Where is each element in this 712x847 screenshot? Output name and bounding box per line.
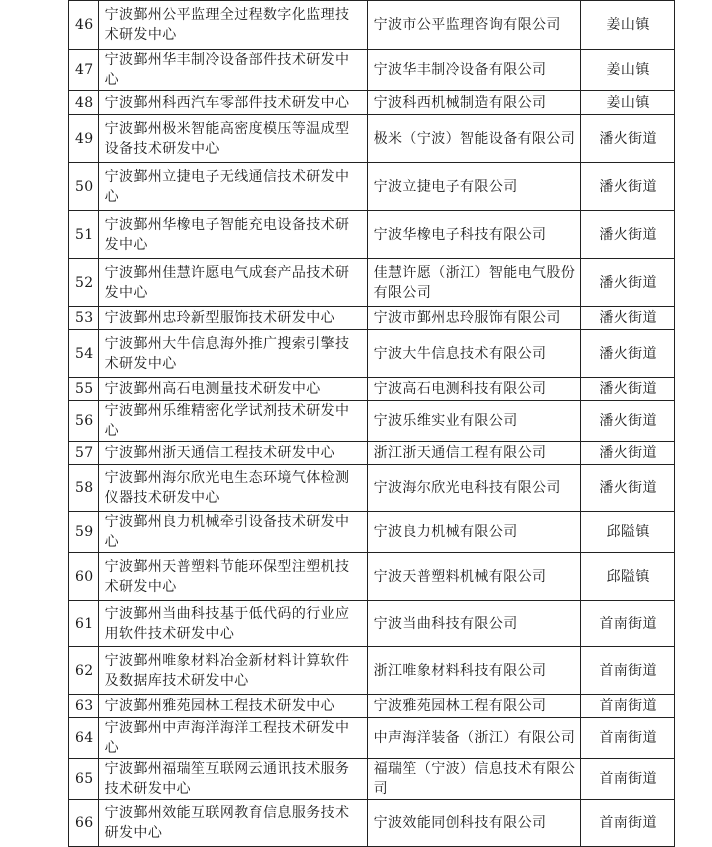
area-name: 潘火街道 [580, 307, 674, 330]
table-row [69, 442, 675, 465]
area-name: 姜山镇 [580, 1, 674, 50]
center-name: 宁波鄞州乐维精密化学试剂技术研发中心 [98, 401, 367, 442]
center-name: 宁波鄞州良力机械牵引设备技术研发中心 [98, 512, 367, 553]
row-number: 59 [69, 512, 99, 553]
company-name: 宁波雅苑园林工程有限公司 [367, 695, 580, 718]
company-name: 福瑞笙（宁波）信息技术有限公司 [367, 759, 580, 800]
area-name: 潘火街道 [580, 378, 674, 401]
area-name: 首南街道 [580, 718, 674, 759]
row-number: 47 [69, 50, 99, 91]
row-number: 46 [69, 1, 99, 50]
area-name: 首南街道 [580, 759, 674, 800]
table-row [69, 601, 675, 647]
row-number: 53 [69, 307, 99, 330]
center-name: 宁波鄞州福瑞笙互联网云通讯技术服务技术研发中心 [98, 759, 367, 800]
table-row [69, 91, 675, 115]
company-name: 佳慧许愿（浙江）智能电气股份有限公司 [367, 259, 580, 307]
area-name: 首南街道 [580, 601, 674, 647]
center-name: 宁波鄞州公平监理全过程数字化监理技术研发中心 [98, 1, 367, 50]
center-list-table [68, 0, 675, 847]
area-name: 潘火街道 [580, 330, 674, 378]
center-name: 宁波鄞州浙天通信工程技术研发中心 [98, 442, 367, 465]
area-name: 潘火街道 [580, 115, 674, 163]
row-number: 61 [69, 601, 99, 647]
row-number: 50 [69, 163, 99, 211]
company-name: 浙江唯象材料科技有限公司 [367, 647, 580, 695]
center-name: 宁波鄞州效能互联网教育信息服务技术研发中心 [98, 800, 367, 847]
row-number: 49 [69, 115, 99, 163]
row-number: 56 [69, 401, 99, 442]
area-name: 邱隘镇 [580, 512, 674, 553]
company-name: 宁波良力机械有限公司 [367, 512, 580, 553]
table-row [69, 211, 675, 259]
company-name: 宁波科西机械制造有限公司 [367, 91, 580, 115]
center-name: 宁波鄞州海尔欣光电生态环境气体检测仪器技术研发中心 [98, 465, 367, 512]
center-name: 宁波鄞州极米智能高密度模压等温成型设备技术研发中心 [98, 115, 367, 163]
row-number: 64 [69, 718, 99, 759]
row-number: 54 [69, 330, 99, 378]
company-name: 宁波立捷电子有限公司 [367, 163, 580, 211]
area-name: 潘火街道 [580, 401, 674, 442]
company-name: 宁波效能同创科技有限公司 [367, 800, 580, 847]
table-row [69, 465, 675, 512]
table-row [69, 647, 675, 695]
row-number: 51 [69, 211, 99, 259]
table-row [69, 330, 675, 378]
area-name: 姜山镇 [580, 91, 674, 115]
table-row [69, 759, 675, 800]
company-name: 浙江浙天通信工程有限公司 [367, 442, 580, 465]
area-name: 首南街道 [580, 647, 674, 695]
area-name: 潘火街道 [580, 259, 674, 307]
table-row [69, 718, 675, 759]
row-number: 57 [69, 442, 99, 465]
row-number: 66 [69, 800, 99, 847]
area-name: 首南街道 [580, 800, 674, 847]
row-number: 62 [69, 647, 99, 695]
table-row [69, 307, 675, 330]
company-name: 宁波当曲科技有限公司 [367, 601, 580, 647]
company-name: 宁波海尔欣光电科技有限公司 [367, 465, 580, 512]
area-name: 邱隘镇 [580, 553, 674, 601]
company-name: 宁波天普塑料机械有限公司 [367, 553, 580, 601]
company-name: 宁波华丰制冷设备有限公司 [367, 50, 580, 91]
area-name: 潘火街道 [580, 465, 674, 512]
company-name: 中声海洋装备（浙江）有限公司 [367, 718, 580, 759]
table-row [69, 553, 675, 601]
company-name: 宁波市鄞州忠玲服饰有限公司 [367, 307, 580, 330]
row-number: 65 [69, 759, 99, 800]
company-name: 宁波高石电测科技有限公司 [367, 378, 580, 401]
center-name: 宁波鄞州科西汽车零部件技术研发中心 [98, 91, 367, 115]
row-number: 48 [69, 91, 99, 115]
row-number: 55 [69, 378, 99, 401]
table-body [69, 1, 675, 847]
row-number: 58 [69, 465, 99, 512]
center-name: 宁波鄞州当曲科技基于低代码的行业应用软件技术研发中心 [98, 601, 367, 647]
area-name: 潘火街道 [580, 163, 674, 211]
area-name: 姜山镇 [580, 50, 674, 91]
center-name: 宁波鄞州中声海洋海洋工程技术研发中心 [98, 718, 367, 759]
table-row [69, 115, 675, 163]
center-name: 宁波鄞州华橡电子智能充电设备技术研发中心 [98, 211, 367, 259]
company-name: 宁波乐维实业有限公司 [367, 401, 580, 442]
center-name: 宁波鄞州佳慧许愿电气成套产品技术研发中心 [98, 259, 367, 307]
company-name: 宁波市公平监理咨询有限公司 [367, 1, 580, 50]
center-name: 宁波鄞州忠玲新型服饰技术研发中心 [98, 307, 367, 330]
table-row [69, 512, 675, 553]
center-name: 宁波鄞州大牛信息海外推广搜索引擎技术研发中心 [98, 330, 367, 378]
area-name: 潘火街道 [580, 442, 674, 465]
area-name: 潘火街道 [580, 211, 674, 259]
table-row [69, 163, 675, 211]
center-name: 宁波鄞州雅苑园林工程技术研发中心 [98, 695, 367, 718]
table-row [69, 50, 675, 91]
company-name: 宁波华橡电子科技有限公司 [367, 211, 580, 259]
table-row [69, 800, 675, 847]
center-name: 宁波鄞州唯象材料冶金新材料计算软件及数据库技术研发中心 [98, 647, 367, 695]
center-name: 宁波鄞州天普塑料节能环保型注塑机技术研发中心 [98, 553, 367, 601]
row-number: 52 [69, 259, 99, 307]
row-number: 63 [69, 695, 99, 718]
table-row [69, 1, 675, 50]
table-row [69, 259, 675, 307]
center-name: 宁波鄞州立捷电子无线通信技术研发中心 [98, 163, 367, 211]
table-row [69, 378, 675, 401]
company-name: 宁波大牛信息技术有限公司 [367, 330, 580, 378]
area-name: 首南街道 [580, 695, 674, 718]
row-number: 60 [69, 553, 99, 601]
table-row [69, 401, 675, 442]
company-name: 极米（宁波）智能设备有限公司 [367, 115, 580, 163]
center-name: 宁波鄞州高石电测量技术研发中心 [98, 378, 367, 401]
table-row [69, 695, 675, 718]
center-name: 宁波鄞州华丰制冷设备部件技术研发中心 [98, 50, 367, 91]
